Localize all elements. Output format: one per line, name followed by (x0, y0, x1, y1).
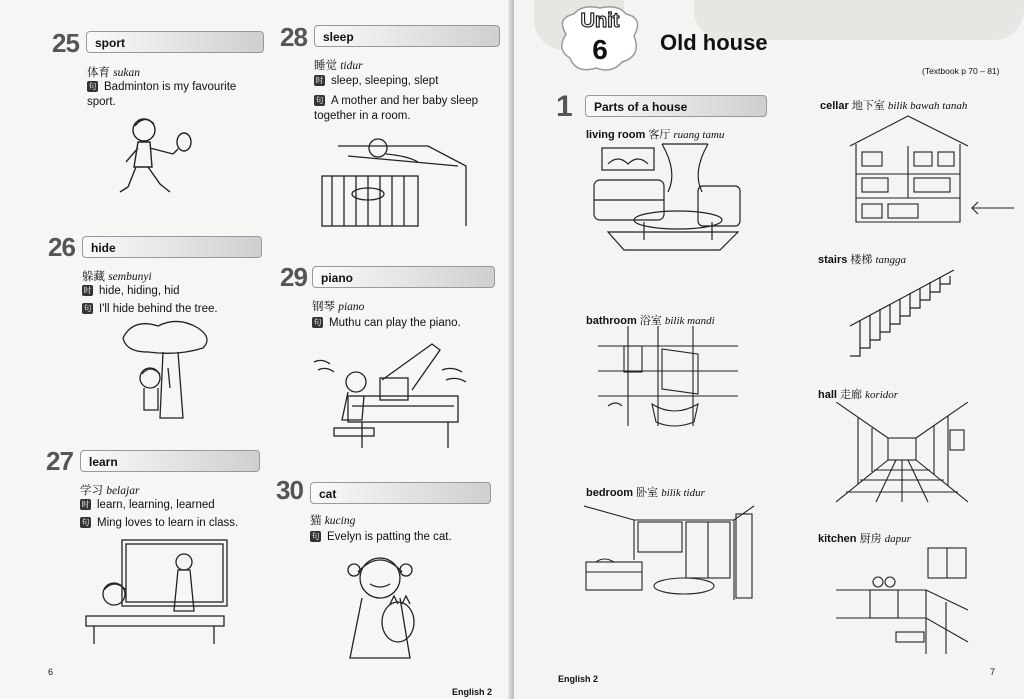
cellar-house-illustration (848, 114, 1018, 226)
badminton-boy-illustration (118, 112, 198, 207)
entry-translation: 猫 kucing (310, 515, 356, 527)
living-room-illustration (588, 142, 753, 252)
page-number: 7 (990, 667, 996, 677)
entry-number: 30 (276, 475, 303, 505)
entry-translation: 躲藏 sembunyi (82, 271, 152, 283)
mother-baby-sleeping-illustration (318, 126, 468, 231)
entry-sentence: 句 Ming loves to learn in class. (81, 517, 239, 529)
entry-tense: 时 learn, learning, learned (81, 499, 215, 511)
hall-illustration (836, 402, 968, 504)
room-label-bedroom: bedroom 卧室 bilik tidur (586, 487, 705, 499)
entry-number: 25 (52, 28, 79, 58)
unit-badge (556, 4, 644, 74)
tree-hiding-child-illustration (118, 318, 213, 423)
footer-text: English 2 (558, 674, 599, 684)
page-number: 6 (48, 667, 54, 677)
entry-number: 29 (280, 262, 307, 292)
room-label-living-room: living room 客厅 ruang tamu (586, 129, 725, 141)
unit-title: Old house (660, 30, 768, 55)
entry-number: 28 (280, 22, 307, 52)
stairs-illustration (848, 268, 956, 360)
entry-word-bar: sleep (314, 25, 500, 47)
bedroom-illustration (584, 500, 759, 605)
entry-sentence: 句 Badminton is my favourite sport. (87, 81, 237, 108)
entry-word-bar: learn (80, 450, 260, 472)
entry-word-bar: cat (310, 482, 491, 504)
footer-text: English 2 (452, 687, 493, 697)
entry-sentence: 句 I'll hide behind the tree. (83, 303, 218, 315)
unit-number: 6 (592, 34, 608, 65)
section-title-bar: Parts of a house (585, 95, 767, 117)
entry-tense: 时 sleep, sleeping, slept (315, 75, 439, 87)
room-label-stairs: stairs 楼梯 tangga (818, 254, 907, 266)
girl-patting-cat-illustration (340, 548, 430, 663)
entry-sentence: 句 Evelyn is patting the cat. (311, 531, 452, 543)
room-label-cellar: cellar 地下室 bilik bawah tanah (820, 100, 968, 112)
bathroom-illustration (598, 326, 738, 431)
unit-word: Unit (580, 10, 620, 32)
room-label-hall: hall 走廊 koridor (818, 389, 899, 401)
entry-word-bar: sport (86, 31, 264, 53)
entry-translation: 钢琴 piano (312, 301, 365, 313)
entry-sentence: 句 A mother and her baby sleep together in a room. (314, 95, 479, 122)
entry-word-bar: hide (82, 236, 262, 258)
room-label-bathroom: bathroom 浴室 bilik mandi (586, 315, 715, 327)
piano-playing-illustration (312, 340, 472, 450)
entry-sentence: 句 Muthu can play the piano. (313, 317, 461, 329)
kitchen-illustration (836, 546, 971, 654)
entry-translation: 睡觉 tidur (314, 60, 363, 72)
section-number: 1 (556, 90, 573, 123)
entry-number: 26 (48, 232, 75, 262)
room-label-kitchen: kitchen 厨房 dapur (818, 533, 911, 545)
textbook-reference: (Textbook p 70 – 81) (922, 66, 1000, 76)
entry-translation: 体育 sukan (87, 67, 141, 79)
entry-translation: 学习 belajar (80, 485, 140, 497)
entry-number: 27 (46, 446, 73, 476)
classroom-illustration (84, 536, 234, 646)
entry-word-bar: piano (312, 266, 495, 288)
entry-tense: 时 hide, hiding, hid (83, 285, 180, 297)
